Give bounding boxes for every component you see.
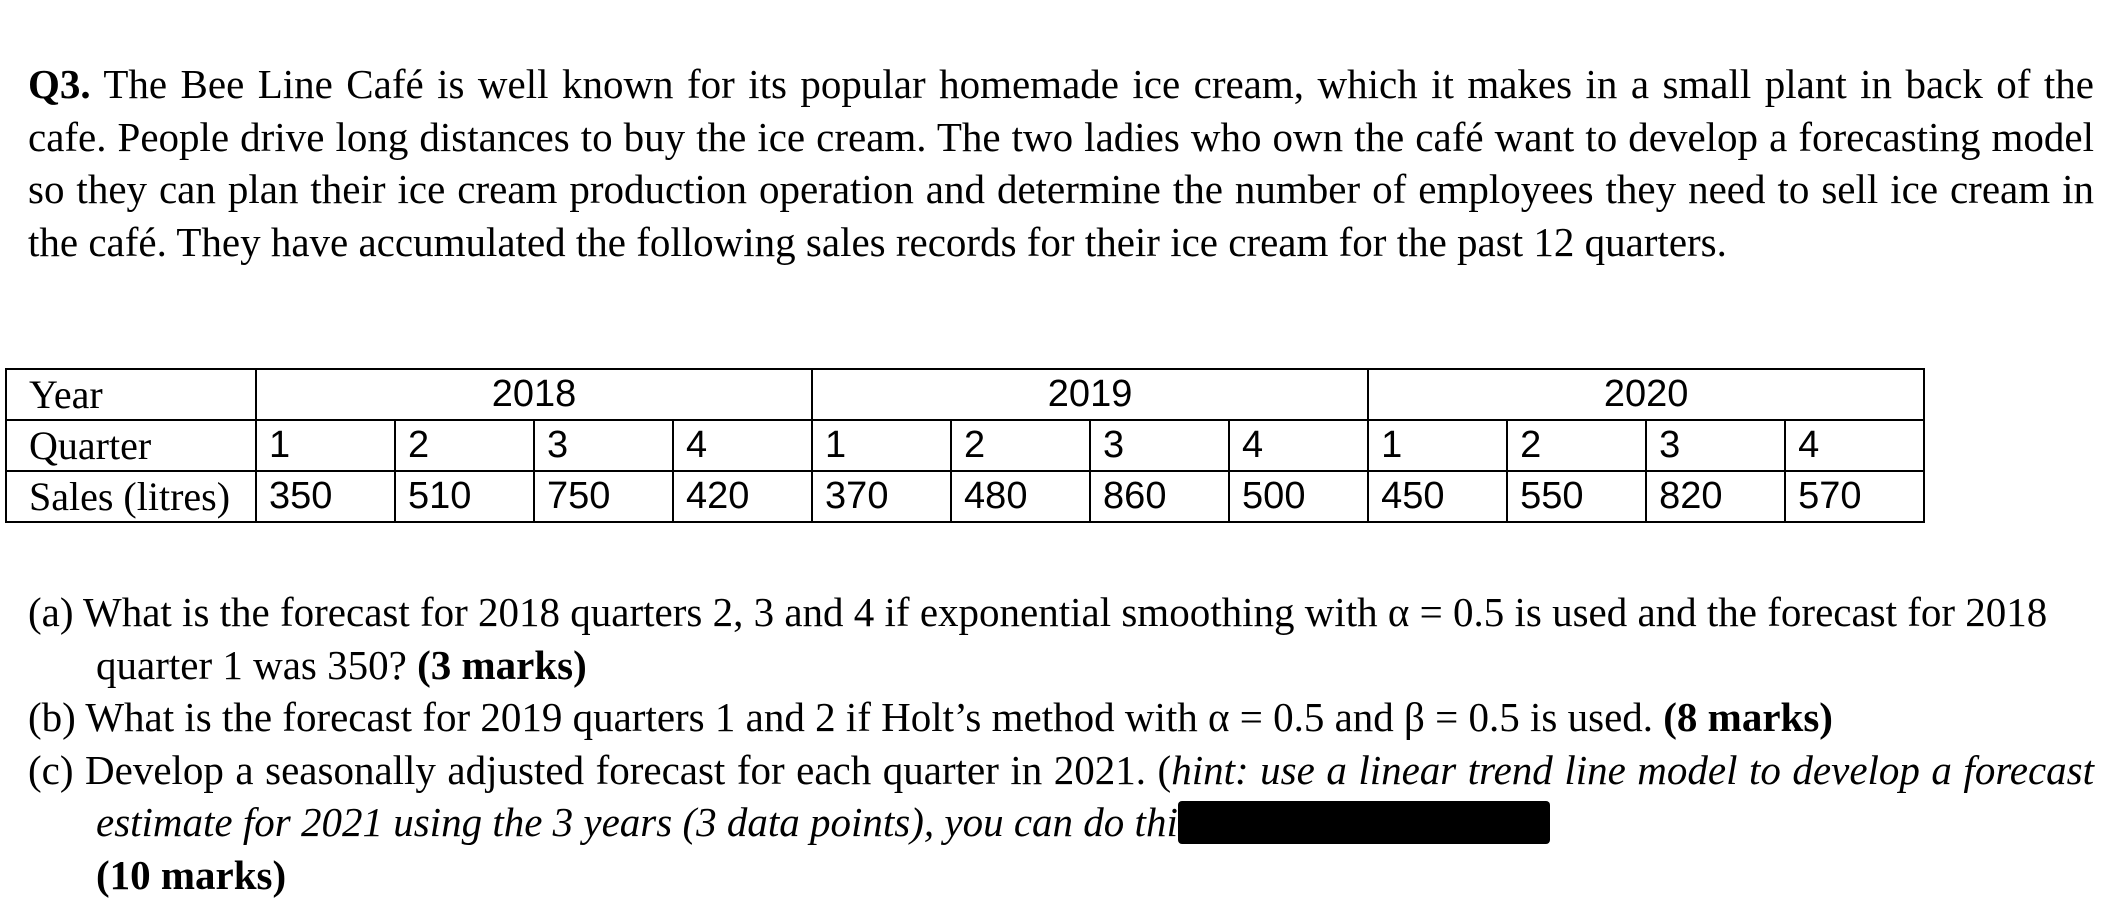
sales-cell: 450 xyxy=(1368,471,1507,522)
sales-row xyxy=(6,471,1924,522)
question-intro xyxy=(28,58,2094,268)
quarter-cell: 3 xyxy=(1090,420,1229,471)
quarter-cell: 1 xyxy=(812,420,951,471)
quarter-cell: 3 xyxy=(1646,420,1785,471)
quarter-cell: 2 xyxy=(951,420,1090,471)
sales-cell: 480 xyxy=(951,471,1090,522)
part-b-text: (b) What is the forecast for 2019 quarters 1 and 2 if Holt’s method with α = 0.5 and β = 0.5 is used. xyxy=(28,694,1654,740)
redaction-bar xyxy=(1178,801,1550,844)
quarter-cell: 2 xyxy=(395,420,534,471)
year-row-label: Year xyxy=(6,369,256,420)
question-parts xyxy=(28,586,2094,901)
part-a-text: (a) What is the forecast for 2018 quarters 2, 3 and 4 if exponential smoothing with α = 0.5 is used and the forecast for 2018 quarter 1 was 350? xyxy=(28,589,2048,688)
part-a-marks: (3 marks) xyxy=(417,641,587,688)
quarter-cell: 4 xyxy=(673,420,812,471)
part-a xyxy=(28,586,2094,691)
year-header: 2019 xyxy=(812,369,1368,420)
sales-cell: 500 xyxy=(1229,471,1368,522)
sales-cell: 750 xyxy=(534,471,673,522)
question-number: Q3. xyxy=(28,61,91,107)
sales-cell: 350 xyxy=(256,471,395,522)
sales-cell: 420 xyxy=(673,471,812,522)
part-b xyxy=(28,691,2094,744)
quarter-cell: 1 xyxy=(1368,420,1507,471)
sales-row-label: Sales (litres) xyxy=(6,471,256,522)
part-c-marks: (10 marks) xyxy=(96,851,287,898)
sales-cell: 570 xyxy=(1785,471,1924,522)
sales-cell: 510 xyxy=(395,471,534,522)
part-c-hint: hint: use a linear trend line model to develop a forecast estimate for 2021 using the 3 years (3 data points), you can do thi xyxy=(96,746,2094,845)
part-c-text: (c) Develop a seasonally adjusted forecast for each quarter in 2021. ( xyxy=(28,746,1172,793)
quarter-cell: 3 xyxy=(534,420,673,471)
sales-cell: 550 xyxy=(1507,471,1646,522)
year-header: 2018 xyxy=(256,369,812,420)
part-c xyxy=(28,744,2094,902)
sales-cell: 820 xyxy=(1646,471,1785,522)
quarter-cell: 1 xyxy=(256,420,395,471)
year-row xyxy=(6,369,1924,420)
sales-cell: 860 xyxy=(1090,471,1229,522)
part-b-marks: (8 marks) xyxy=(1663,694,1833,740)
quarter-row xyxy=(6,420,1924,471)
quarter-row-label: Quarter xyxy=(6,420,256,471)
quarter-cell: 4 xyxy=(1229,420,1368,471)
quarter-cell: 4 xyxy=(1785,420,1924,471)
year-header: 2020 xyxy=(1368,369,1924,420)
quarter-cell: 2 xyxy=(1507,420,1646,471)
question-text: The Bee Line Café is well known for its popular homemade ice cream, which it makes in a small plant in back of the cafe. People drive long distances to buy the ice cream. The two ladies who own the café want to develop a forecasting model so they can plan their ice cream production operation and determine the number of employees they need to sell ice cream in the café. They have accumulated the following sales records for their ice cream for the past 12 quarters. xyxy=(28,61,2094,265)
sales-table xyxy=(5,368,1925,523)
sales-cell: 370 xyxy=(812,471,951,522)
